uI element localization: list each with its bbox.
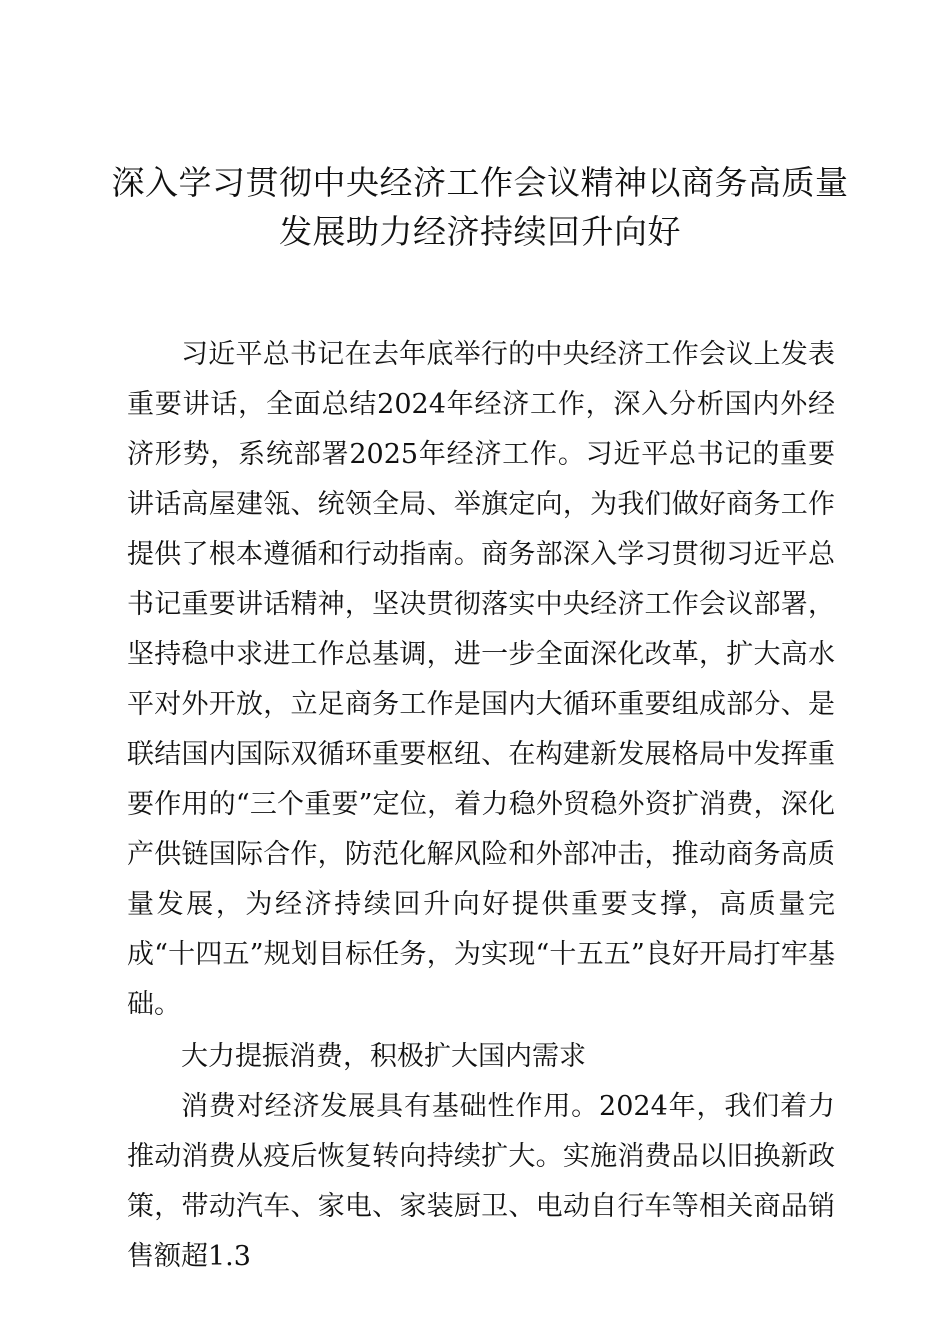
paragraph-intro: 习近平总书记在去年底举行的中央经济工作会议上发表重要讲话，全面总结2024年经济工作，深入分析国内外经济形势，系统部署2025年经济工作。习近平总书记的重要讲话高屋建瓴、统领全局、举旗定向，为我们做好商务工作提供了根本遵循和行动指南。商务部深入学习贯彻习近平总书记重要讲话精神，坚决贯彻落实中央经济工作会议部署，坚持稳中求进工作总基调，进一步全面深化改革，扩大高水平对外开放，立足商务工作是国内大循环重要组成部分、是联结国内国际双循环重要枢纽、在构建新发展格局中发挥重要作用的“三个重要”定位，着力稳外贸稳外资扩消费，深化产供链国际合作，防范化解风险和外部冲击，推动商务高质量发展，为经济持续回升向好提供重要支撑，高质量完成“十四五”规划目标任务，为实现“十五五”良好开局打牢基础。 [127,339,835,1020]
paragraph-consumption: 消费对经济发展具有基础性作用。2024年，我们着力推动消费从疫后恢复转向持续扩大。实施消费品以旧换新政策，带动汽车、家电、家装厨卫、电动自行车等相关商品销售额超1.3 [127,1091,835,1272]
section-heading: 大力提振消费，积极扩大国内需求 [181,1041,586,1072]
document-body [127,330,835,1282]
document-title: 深入学习贯彻中央经济工作会议精神以商务高质量发展助力经济持续回升向好 [111,163,849,251]
